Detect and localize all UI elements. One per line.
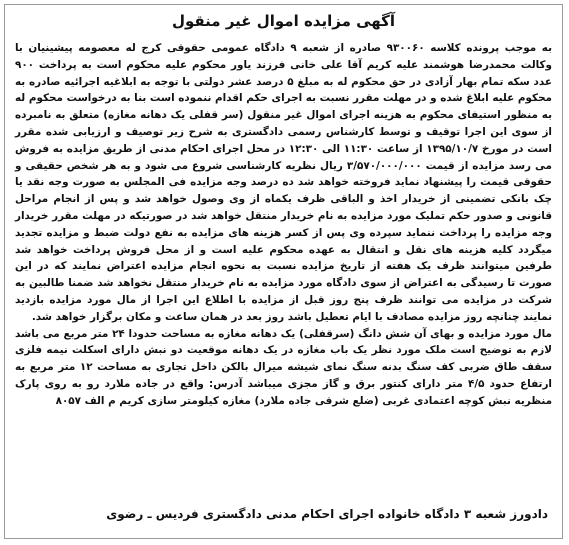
notice-paragraph-1: به موجب پرونده کلاسه ۹۳۰۰۶۰ صادره از شعبه ۹ دادگاه عمومی حقوقی کرج له معصومه پیشینیان با وکالت محمدرضا هوشمند علیه کریم آقا علی خانی فرزند یاور محکوم علیه محکوم است به پرداخت ۹۰۰ عدد سکه تمام بهار آزادی در حق محکوم له به مبلغ ۵ درصد عشر دولتی با توجه به ابلاغیه اجرائیه صادره به محکوم علیه ابلاغ شده و در مهلت مقرر نسبت به اجرای حکم اقدام ننموده است بنا به درخواست محکوم له به منظور استیفای محکوم به هزینه اجرای اموال غیر منقول (سر قفلی یک دهانه مغازه) متعلق به نامبرده از سوی این اجرا توقیف و توسط کارشناس رسمی دادگستری به شرح زیر توصیف و ارزیابی شده مقرر است در مورخ ۱۳۹۵/۱۰/۷ از ساعت ۱۱:۳۰ الی ۱۲:۳۰ در محل اجرای احکام مدنی از طریق مزایده به فروش می رسد مزایده از قیمت ۳/۵۷۰/۰۰۰/۰۰۰ ریال نظریه کارشناسی شروع می شود و به هر شخص حقیقی و حقوقی قیمت را پیشنهاد نماید فروخته خواهد شد ده درصد وجه مزایده فی المجلس به صورت وجه نقد یا چک بانکی تضمینی از خریدار اخذ و الباقی ظرف یکماه از وی وصول خواهد شد و پس از انجام مراحل قانونی و صدور حکم تملیک مورد مزایده به نام خریدار منتقل خواهد شد در صورتیکه در مهلت مقرر خریدار وجه مزایده را پرداخت ننماید سپرده وی پس از کسر هزینه های مزایده به نفع دولت ضبط و مزایده تجدید میگردد کلیه هزینه های نقل و انتقال به عهده محکوم علیه است و از محل فروش پرداخت خواهد شد طرفین میتوانند ظرف یک هفته از تاریخ مزایده نسبت به نحوه انجام مزایده اعتراض نمایند که در این صورت تا رسیدگی به اعتراض از سوی دادگاه مورد مزایده به نام خریدار منتقل نخواهد شد ضمنا طالبین به شرکت در مزایده می توانند ظرف پنج روز قبل از مزایده با اطلاع این اجرا از مال مورد مزایده بازدید نمایند چنانچه روز مزایده مصادف با ایام تعطیل باشد روز بعد در همان ساعت و مکان برگزار خواهد شد. [15,42,552,323]
notice-title: آگهی مزایده اموال غیر منقول [171,12,396,30]
notice-paragraph-2: مال مورد مزایده و بهای آن شش دانگ (سرقفلی) یک دهانه مغازه به مساحت حدودا ۲۴ متر مربع می باشد لازم به توضیح است ملک مورد نظر یک باب مغازه در یک دهانه موقعیت دو نبش دارای اسکلت نیمه فلزی سقف طاق ضربی کف سنگ بدنه سنگ نمای شیشه میرال بالکن داخل تجاری به مساحت ۱۲ متر مربع به ارتفاع حدود ۴/۵ متر دارای کنتور برق و گاز مجزی میباشد آدرس: واقع در جاده ملارد رو به روی پارک منظریه نبش کوچه اعتمادی غربی (ضلع شرقی جاده ملارد) مغازه کیلومتر سازی کریم م الف ۸۰۵۷ [15,327,552,407]
notice-frame [4,4,563,539]
notice-signature: دادورز شعبه ۳ دادگاه خانواده اجرای احکام مدنی دادگستری فردیس ـ رضوی [106,507,548,521]
notice-body [15,40,552,410]
